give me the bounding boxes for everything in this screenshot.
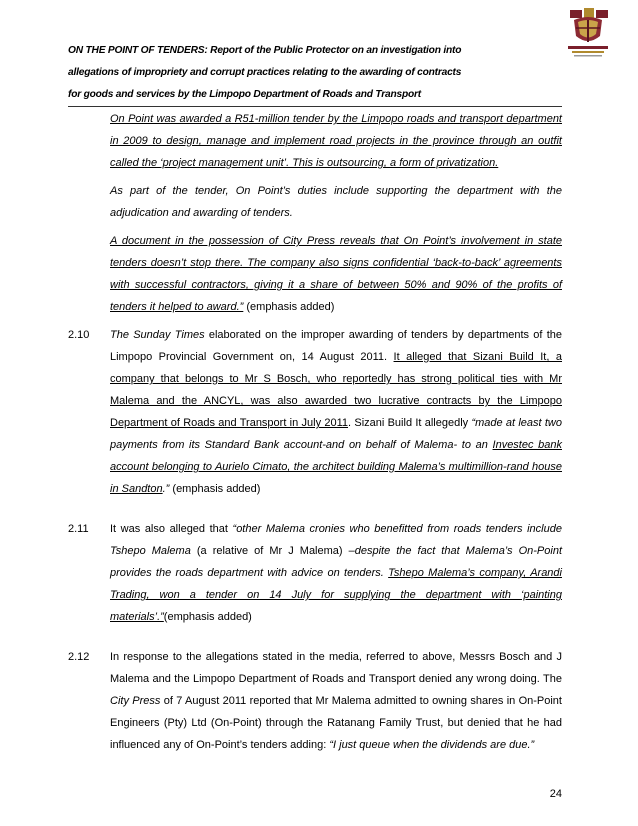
quote-p3-text: A document in the possession of City Press reveals that On Point’s involvement in state tenders doesn’t stop there. The company also signs confidential ‘back-to-back’ agreements with successful contractors, giving it a share of between 50% and 90% of the profits of tenders it helped to award.” — [110, 235, 562, 313]
public-protector-crest-icon — [556, 6, 620, 66]
quote-paragraph-3 — [110, 230, 562, 318]
quote-p2-text: As part of the tender, On Point’s duties include supporting the department with the adjudication and awarding of tenders. — [110, 185, 562, 219]
paragraph-2-12 — [68, 646, 562, 756]
paragraph-number: 2.11 — [68, 523, 89, 535]
header-line-2: allegations of impropriety and corrupt practices relating to the awarding of contracts — [68, 67, 462, 78]
paragraph-number: 2.12 — [68, 651, 90, 663]
paragraph-text: The Sunday Times elaborated on the improper awarding of tenders by departments of the Limpopo Provincial Government on, 14 August 2011. It alleged that Sizani Build It, a company that belongs to Mr S Bosch, who reportedly has strong political ties with Mr Malema and the ANCYL, was also awarded two lucrative contracts by the Limpopo Department of Roads and Transport in July 2011. Sizani Build It allegedly “made at least two payments from its Standard Bank account-and on behalf of Malema- to an Investec bank account belonging to Aurielo Cimato, the architect building Malema’s multimillion-rand house in Sandton.” (emphasis added) — [110, 329, 562, 495]
paragraph-number: 2.10 — [68, 329, 90, 341]
header-rule — [68, 106, 562, 107]
paragraph-2-11 — [68, 518, 562, 628]
quote-p3-tail: (emphasis added) — [243, 301, 335, 313]
paragraph-text: It was also alleged that “other Malema cronies who benefitted from roads tenders include Tshepo Malema (a relative of Mr J Malema) –despite the fact that Malema’s On-Point provides the roads department with advice on tenders. Tshepo Malema’s company, Arandi Trading, won a tender on 14 July for supplying the department with ‘painting materials’.”(emphasis added) — [110, 523, 562, 623]
paragraph-text: In response to the allegations stated in the media, referred to above, Messrs Bosch and J Malema and the Limpopo Department of Roads and Transport denied any wrong doing. The City Press of 7 August 2011 reported that Mr Malema admitted to owning shares in On-Point Engineers (Pty) Ltd (On-Point) through the Ratanang Family Trust, but denied that he had influenced any of On-Point’s tenders adding: “I just queue when the dividends are due.” — [110, 651, 562, 751]
quote-paragraph-1 — [110, 108, 562, 174]
paragraph-2-10 — [68, 324, 562, 500]
report-body — [68, 108, 562, 756]
header-line-3: for goods and services by the Limpopo Department of Roads and Transport — [68, 89, 421, 100]
running-header — [68, 40, 528, 106]
quote-paragraph-2 — [110, 180, 562, 224]
header-line-1: ON THE POINT OF TENDERS: Report of the Public Protector on an investigation into — [68, 45, 462, 56]
page-number: 24 — [549, 788, 562, 800]
quote-p1-text: On Point was awarded a R51-million tender by the Limpopo roads and transport department in 2009 to design, manage and implement road projects in the province through an outfit called the ‘project management unit’. This is outsourcing, a form of privatization. — [110, 113, 562, 169]
